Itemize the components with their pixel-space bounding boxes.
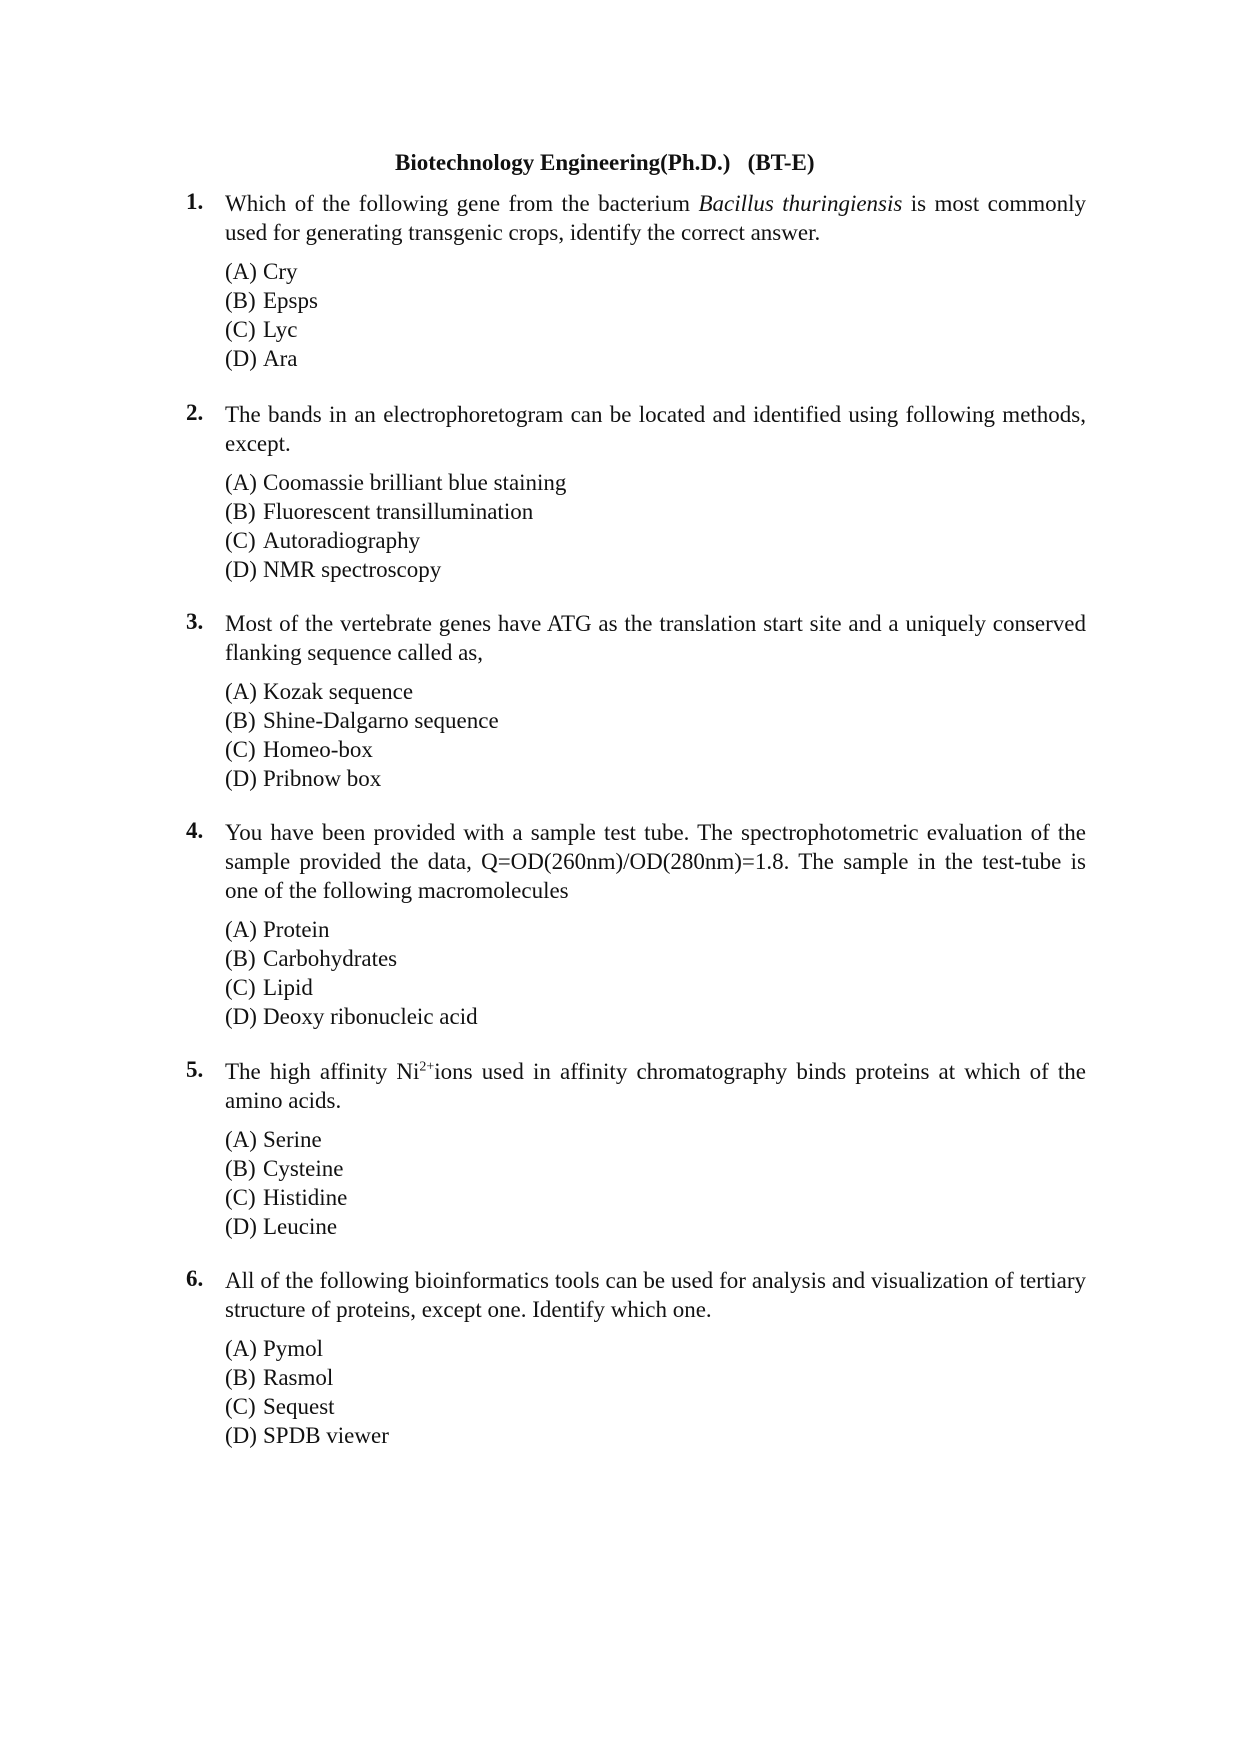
question-number: 1. [186,189,204,214]
option-list [225,1125,1086,1241]
option-a: (A) Protein [225,917,330,942]
question-3 [186,609,1086,793]
option-c: (C) Lyc [225,317,298,342]
page-title: Biotechnology Engineering(Ph.D.) (BT-E) [395,150,815,175]
question-text: All of the following bioinformatics tools can be used for analysis and visualization of tertiary structure of proteins, except one. Identify which one. [225,1268,1086,1322]
question-1 [186,189,1086,373]
option-list [225,915,1086,1031]
option-d: (D) NMR spectroscopy [225,557,442,582]
question-number: 4. [186,818,204,843]
option-d: (D) SPDB viewer [225,1423,389,1448]
question-number: 3. [186,609,204,634]
question-text: Which of the following gene from the bacterium Bacillus thuringiensis is most commonly used for generating transgenic crops, identify the correct answer. [225,191,1087,245]
option-list [225,1334,1086,1450]
option-d: (D) Leucine [225,1214,338,1239]
question-2 [186,400,1086,584]
option-b: (B) Shine-Dalgarno sequence [225,708,499,733]
option-list [225,677,1086,793]
question-6 [186,1266,1086,1450]
option-list [225,257,1086,373]
option-d: (D) Ara [225,346,298,371]
option-a: (A) Serine [225,1127,322,1152]
italic-species-name: Bacillus thuringiensis [698,191,903,216]
option-a: (A) Kozak sequence [225,679,414,704]
option-b: (B) Fluorescent transillumination [225,499,534,524]
question-number: 5. [186,1057,204,1082]
question-4 [186,818,1086,1031]
option-b: (B) Carbohydrates [225,946,398,971]
option-c: (C) Histidine [225,1185,348,1210]
option-b: (B) Rasmol [225,1365,334,1390]
question-5 [186,1057,1086,1241]
question-text: You have been provided with a sample test tube. The spectrophotometric evaluation of the sample provided the data, Q=OD(260nm)/OD(280nm)=1.8. The sample in the test-tube is one of the following macromolecules [225,820,1086,903]
question-number: 2. [186,400,204,425]
option-a: (A) Pymol [225,1336,324,1361]
option-c: (C) Sequest [225,1394,335,1419]
option-b: (B) Epsps [225,288,318,313]
option-d: (D) Pribnow box [225,766,382,791]
option-c: (C) Lipid [225,975,313,1000]
question-text: The high affinity $Ni^{2+}ions$ used in affinity chromatography binds proteins at which of the amino acids. [225,1059,1086,1113]
option-c: (C) Homeo-box [225,737,373,762]
option-b: (B) Cysteine [225,1156,344,1181]
question-text: Most of the vertebrate genes have ATG as the translation start site and a uniquely conserved flanking sequence called as, [225,611,1086,665]
option-d: (D) Deoxy ribonucleic acid [225,1004,478,1029]
superscript-charge: 2+ [419,1059,435,1075]
option-c: (C) Autoradiography [225,528,421,553]
option-a: (A) Coomassie brilliant blue staining [225,470,567,495]
question-number: 6. [186,1266,204,1291]
question-text: The bands in an electrophoretogram can be located and identified using following methods, except. [225,402,1086,456]
option-list [225,468,1086,584]
option-a: (A) Cry [225,259,298,284]
